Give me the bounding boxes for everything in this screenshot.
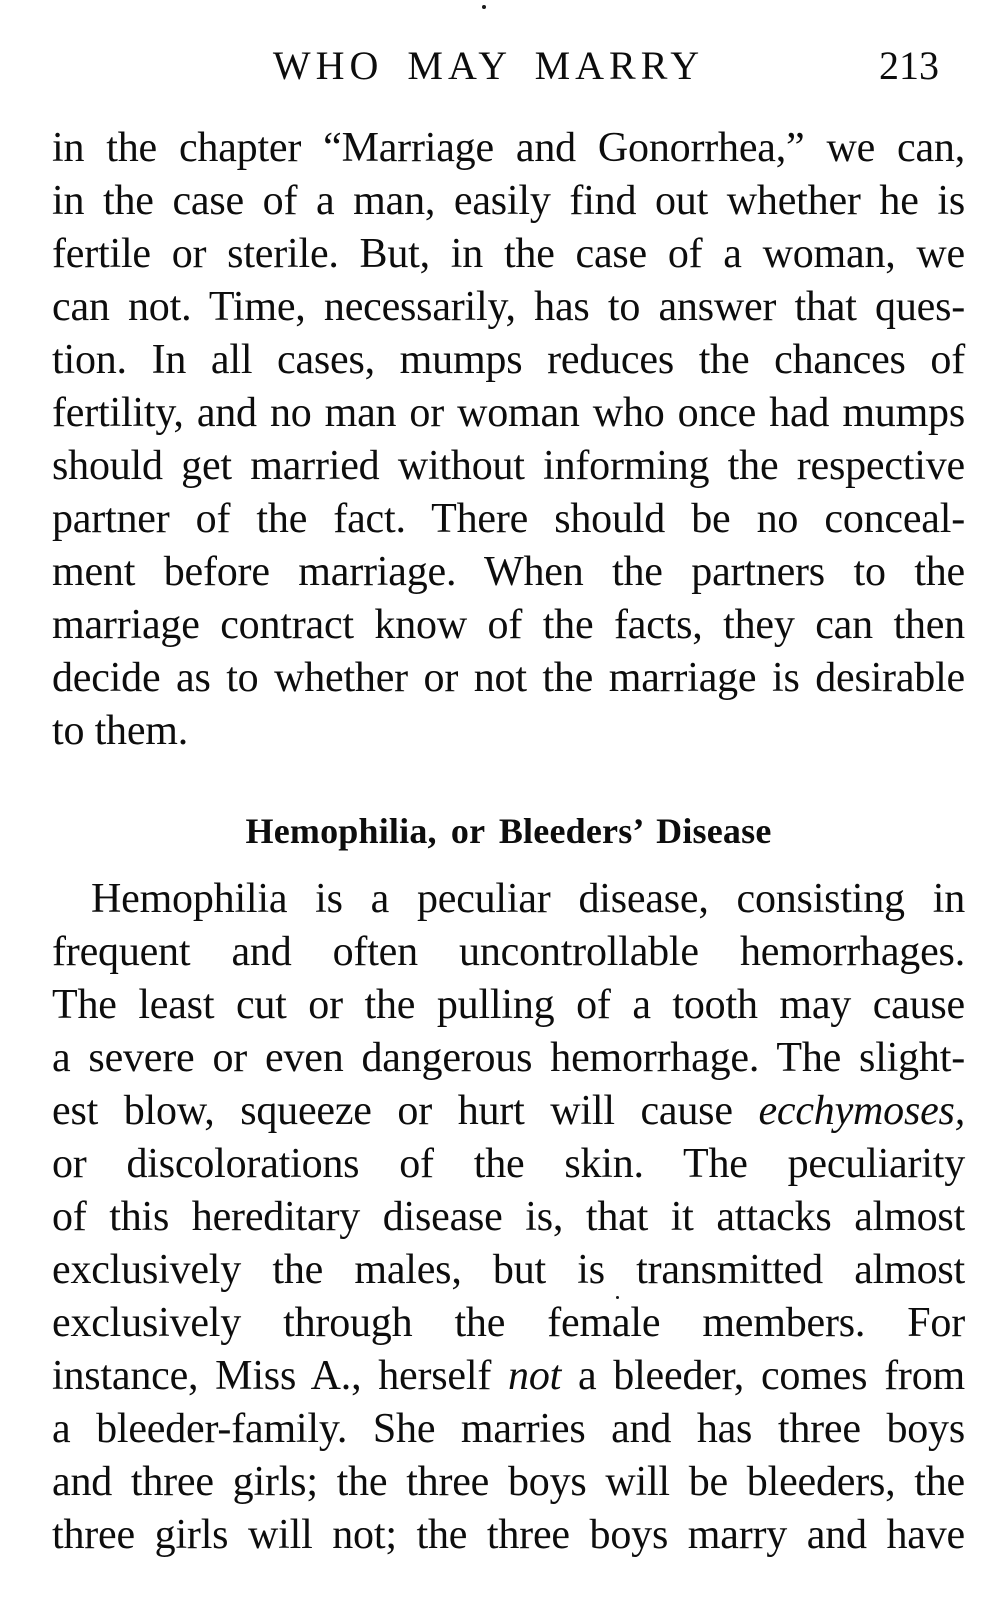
- running-title: WHO MAY MARRY: [272, 43, 705, 88]
- text-line: [52, 334, 965, 387]
- paragraph: [52, 122, 965, 758]
- text-line: [52, 1350, 965, 1403]
- text-segment: est blow, squeeze or hurt will cause: [52, 1088, 759, 1134]
- text-segment: fertility, and no man or woman who once had mumps: [52, 390, 965, 436]
- running-header: [52, 41, 965, 93]
- scan-speck: [482, 5, 486, 9]
- text-line: [52, 1191, 965, 1244]
- text-line: [52, 1297, 965, 1350]
- text-segment: exclusively the males, but is transmitted almost: [52, 1247, 965, 1293]
- text-segment: of this hereditary disease is, that it attacks almost: [52, 1194, 965, 1240]
- text-segment: frequent and often uncontrollable hemorrhages.: [52, 929, 965, 975]
- text-line: [52, 175, 965, 228]
- text-line: [52, 873, 965, 926]
- text-segment: fertile or sterile. But, in the case of a woman, we: [52, 231, 965, 277]
- text-line: [52, 1403, 965, 1456]
- text-segment: in the case of a man, easily find out whether he is: [52, 178, 965, 224]
- text-segment: to them.: [52, 708, 189, 754]
- text-line: [52, 652, 965, 705]
- paragraph: [52, 873, 965, 1562]
- text-segment: partner of the fact. There should be no conceal-: [52, 496, 965, 542]
- section-heading: Hemophilia, or Bleeders’ Disease: [245, 811, 772, 851]
- text-segment: a bleeder, comes from: [561, 1353, 965, 1399]
- text-segment: a bleeder-family. She marries and has three boys: [52, 1406, 965, 1452]
- text-segment: should get married without informing the respective: [52, 443, 965, 489]
- text-segment: ment before marriage. When the partners to the: [52, 549, 965, 595]
- text-segment: or discolorations of the skin. The peculiarity: [52, 1141, 965, 1187]
- text-block: [52, 122, 965, 1562]
- text-line: [52, 979, 965, 1032]
- text-line: [52, 599, 965, 652]
- text-line: [52, 1244, 965, 1297]
- text-segment: and three girls; the three boys will be bleeders, the: [52, 1459, 965, 1505]
- text-line: [52, 387, 965, 440]
- text-segment: The least cut or the pulling of a tooth may cause: [52, 982, 965, 1028]
- text-segment: can not. Time, necessarily, has to answer that ques-: [52, 284, 965, 330]
- italic-text: not: [508, 1353, 562, 1399]
- italic-text: ecchymoses,: [758, 1088, 965, 1134]
- text-line: [52, 228, 965, 281]
- text-segment: Hemophilia is a peculiar disease, consisting in: [91, 876, 965, 922]
- text-segment: instance, Miss A., herself: [52, 1353, 509, 1399]
- text-line: [52, 1456, 965, 1509]
- text-line: [52, 1032, 965, 1085]
- text-line: [52, 546, 965, 599]
- text-line: [52, 493, 965, 546]
- text-segment: exclusively through the female members. For: [52, 1300, 965, 1346]
- text-segment: a severe or even dangerous hemorrhage. The slight-: [52, 1035, 965, 1081]
- text-segment: tion. In all cases, mumps reduces the chances of: [52, 337, 965, 383]
- page-number: 213: [879, 43, 939, 88]
- text-line: [52, 440, 965, 493]
- text-line: [52, 1085, 965, 1138]
- text-line: [52, 1509, 965, 1562]
- text-line: [52, 926, 965, 979]
- text-segment: marriage contract know of the facts, they can then: [52, 602, 965, 648]
- text-line: [52, 1138, 965, 1191]
- text-segment: three girls will not; the three boys marry and have: [52, 1512, 965, 1558]
- text-line: [52, 122, 965, 175]
- text-segment: decide as to whether or not the marriage is desirable: [52, 655, 965, 701]
- text-segment: in the chapter “Marriage and Gonorrhea,” we can,: [52, 125, 965, 171]
- text-line: [52, 281, 965, 334]
- text-line: [52, 705, 965, 758]
